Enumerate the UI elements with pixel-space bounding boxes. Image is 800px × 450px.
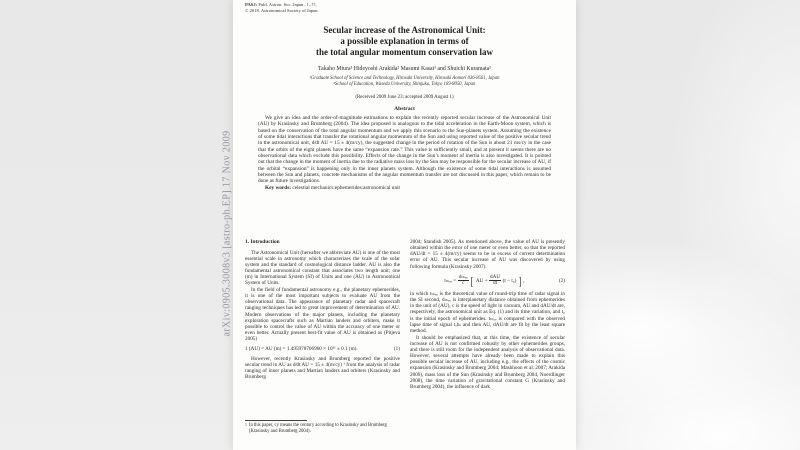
- keywords-label: Key words:: [265, 185, 292, 192]
- eq2-left-bracket: [: [470, 273, 474, 288]
- eq2-frac1-denominator: c: [462, 280, 465, 287]
- intro-paragraph-1: The Astronomical Unit (hereafter we abbreviate AU) is one of the most essential scale in astronomy which characterizes the scale of the solar system and the standard of cosmological distance ladder. AU is also the fundamental astronomical constant that associates two length unit; one (m) in International System (SI) of Units and one (AU) in Astronomical System of Units.: [245, 249, 400, 287]
- keywords-text: celestial mechanics:ephemerides:astronomical unit: [291, 185, 401, 192]
- abstract-block: [258, 115, 551, 191]
- body-columns: [245, 239, 565, 390]
- right-paragraph-2: in which tₜₕₑₒ is the theoretical value of round-trip time of radar signal in the SI second, dₜₕₑₒ is interplanetary distance obtained from ephemerides in the unit of (AU), c is the speed of light in vacuum, AU and dAU/dt are, respectively, the astronomical unit as Eq. (1) and its time variation, and t₀ is the initial epoch of ephemerides. tₜₕₑₒ is compared with the observed lapse time of signal tₒbₛ and then AU, dAU/dt are fit by the least square method.: [410, 290, 565, 334]
- eq2-frac2-denominator: dt: [493, 280, 498, 287]
- equation-1-expression: 1 (AU) = AU (m) = 1.495978706960 × 10¹¹ ± 0.1 (m).: [245, 345, 358, 352]
- right-paragraph-3: It should be emphasized that, at this time, the existence of secular increase of AU is not confirmed robustly by other ephemerides groups, and there is still room for the independent analysis of observational data. However, several attempts have already been made to explain this possible secular increase of AU, including e.g., the effects of the cosmic expansion (Krasinsky and Brumberg 2004; Mashhoon et al. 2007; Arakida 2009), mass loss of the Sun (Krasinsky and Brumberg 2004, Noerdlinger 2008), the time variation of gravitational constant G (Krasinsky and Brumberg 2004), the influence of dark: [410, 334, 565, 390]
- keywords-line: [258, 185, 551, 191]
- title-line-1: Secular increase of the Astronomical Unit:: [323, 25, 486, 35]
- eq2-frac2-numerator: dAU: [490, 273, 501, 280]
- eq2-inner-pre: AU +: [475, 277, 488, 284]
- right-column: [410, 239, 565, 390]
- footnote-block: [245, 420, 401, 434]
- eq2-lhs: tₜₕₑₒ =: [444, 277, 457, 284]
- affiliation-1: ¹Graduate School of Science and Technology, Hirosaki University, Hirosaki Aomori 036-8561, Japan: [309, 76, 500, 81]
- abstract-text: We give an idea and the order-of-magnitude estimations to explain the recently reported secular increase of the Astronomical Unit (AU) by Krasinsky and Brumberg (2004). The idea proposed is analogous to the tidal acceleration in the Earth-Moon system, which is based on the conservation of the total angular momentum and we apply this scenario to the Sun-planets system. Assuming the existence of some tidal interactions that transfer the rotational angular momentum of the Sun and using reported value of the positive secular trend in the astronomical unit, d⁄dt AU = 15 ± 4(m/cy), the suggested change in the period of rotation of the Sun is about 21 ms/cy in the case that the orbits of the eight planets have the same “expansion rate.” This value is sufficiently small, and at present it seems there are no observational data which exclude this possibility. Effects of the change in the Sun’s moment of inertia is also investigated. It is pointed out that the change in the moment of inertia due to the radiative mass loss by the Sun may be responsible for the secular increase of AU, if the orbital “expansion” is happening only in the inner planets system. Although the existence of some tidal interactions is assumed between the Sun and planets, concrete mechanisms of the angular momentum transfer are not discussed in this paper, which remain to be done as future investigations.: [258, 115, 552, 185]
- journal-header: [245, 2, 319, 13]
- eq2-right-bracket: ]: [518, 273, 522, 288]
- intro-paragraph-3: However, recently Krasinsky and Brumberg reported the positive secular trend in AU as d⁄dt AU = 15 ± 4(m/cy) ¹ from the analysis of radar ranging of inner planets and Martian landers and orbiters (Krasinsky and Brumberg: [245, 355, 400, 380]
- abstract-heading: Abstract: [394, 106, 415, 112]
- arxiv-sidebar-stamp: arXiv:0905.3008v3 [astro-ph.EP] 17 Nov 2009: [221, 130, 233, 337]
- intro-paragraph-2: In the field of fundamental astronomy e.g., the planetary ephemerides, it is one of the most important subjects to evaluate AU from the observational data. The appearance of planetary radar and spacecraft ranging techniques has led to great improvement of determination of AU. Modern observations of the major planets, including the planetary exploration spacecrafts such as Martian landers and orbiters, make it possible to control the value of AU within the accuracy of one meter or even better. Actually present best-fit value of AU is obtained as (Pitjeva 2005): [245, 286, 400, 343]
- author-list: Takaho Miura¹ Hideyoshi Arakida² Masumi Kasai¹ and Shuichi Kuramata¹: [317, 66, 491, 72]
- equation-2: [410, 275, 565, 287]
- title-line-2: a possible explanation in terms of: [340, 36, 469, 46]
- journal-name: PASJ:: [245, 2, 258, 7]
- section-heading-introduction: 1. Introduction: [245, 239, 280, 245]
- left-column: [245, 239, 400, 390]
- equation-2-number: (2): [558, 277, 565, 284]
- footnote-text: In this paper, cy means the century according to Krasinsky and Brumberg (Krasinsky and Brumberg 2004).: [248, 423, 387, 434]
- eq2-inner-post: (t − t₀): [502, 277, 517, 284]
- received-accepted-line: (Received 2009 June 23; accepted 2009 August 1): [355, 95, 454, 100]
- equation-1: [245, 346, 400, 352]
- title-line-3: the total angular momentum conservation law: [315, 47, 494, 57]
- affiliation-2: ²School of Education, Waseda University, Shinjuku, Tokyo 169-8050, Japan: [333, 82, 476, 87]
- eq2-trailing-comma: ,: [523, 277, 525, 284]
- journal-ref: Publ. Astron. Soc. Japan , 1–??,: [257, 2, 317, 7]
- copyright-line: © 2018. Astronomical Society of Japan.: [245, 7, 319, 13]
- paper-title: [233, 25, 576, 58]
- footnote: [245, 423, 401, 434]
- footnote-marker: 1: [245, 423, 247, 427]
- footnote-rule: [245, 420, 307, 421]
- eq2-frac1-numerator: dₜₕₑₒ: [458, 273, 468, 280]
- equation-2-expression: [410, 275, 559, 287]
- right-paragraph-1: 2004; Standish 2005). As mentioned above, the value of AU is presently obtained within the error of one meter or even better, so that the reported dAU/dt = 15 ± 4(m/cy) seems to be in excess of current determination error of AU. This secular increase of AU was discovered by using following formula (Krasinsky 2007).: [410, 239, 565, 270]
- paper-page: [233, 0, 576, 450]
- eq2-fraction-dtheo-c: [458, 275, 469, 287]
- affiliations: [233, 76, 576, 88]
- equation-1-number: (1): [393, 345, 400, 352]
- eq2-fraction-dAU-dt: [489, 275, 501, 287]
- journal-header-line1: [245, 2, 319, 8]
